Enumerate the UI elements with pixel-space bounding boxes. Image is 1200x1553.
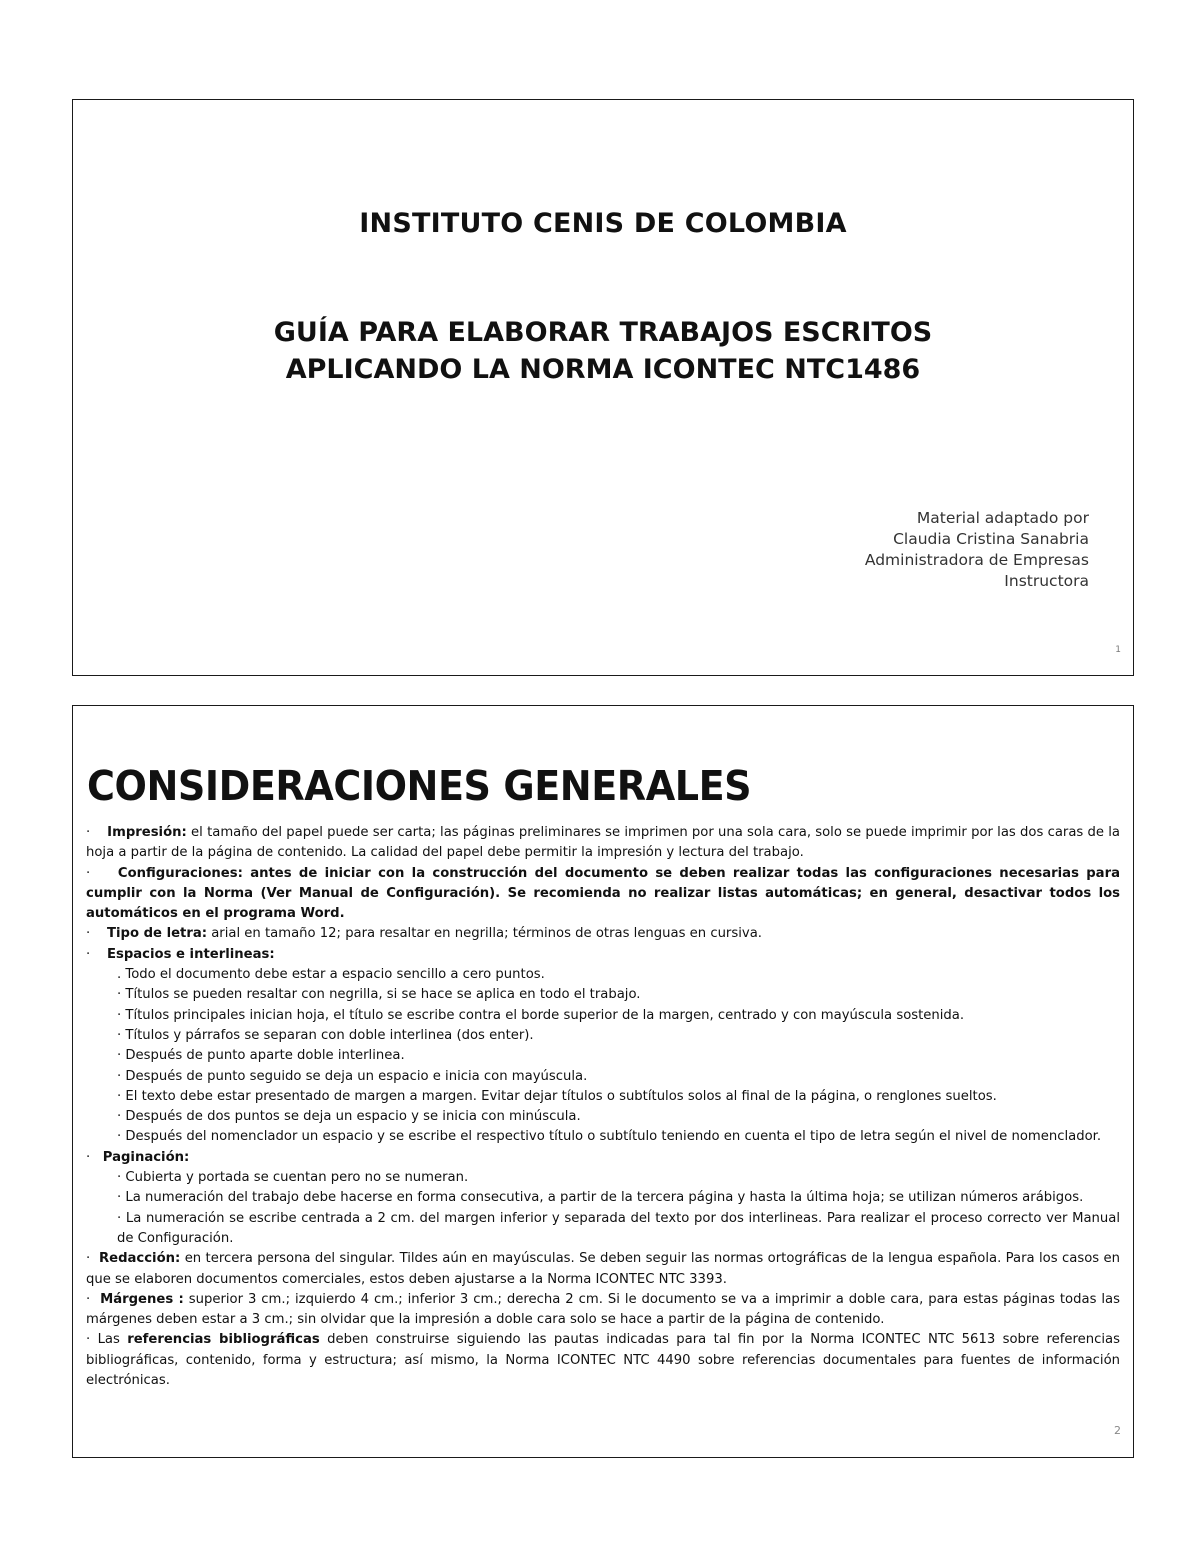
content-slide — [72, 705, 1134, 1458]
item-label: Espacios e interlineas: — [106, 946, 275, 962]
sub-item: · Títulos principales inician hoja, el título se escribe contra el borde superior de la margen, centrado y con mayúscula sostenida. — [117, 1007, 965, 1023]
item-label: Tipo de letra: — [106, 926, 208, 942]
list-item: · Tipo de letra: arial en tamaño 12; para resaltar en negrilla; términos de otras lenguas en cursiva. — [86, 926, 762, 942]
sub-item: · Después de punto aparte doble interlinea. — [117, 1048, 405, 1064]
sub-item: · El texto debe estar presentado de margen a margen. Evitar dejar títulos o subtítulos solos al final de la página, o renglones sueltos. — [117, 1088, 997, 1104]
page-number: 2 — [1114, 1424, 1121, 1437]
list-item: · Configuraciones: antes de iniciar con la construcción del documento se deben realizar todas las configuraciones necesarias para cumplir con la Norma (Ver Manual de Configuración). Se recomienda no realizar listas automáticas; en general, desactivar todos los automáticos en el programa Word. — [86, 865, 1120, 922]
sub-item: · Después del nomenclador un espacio y se escribe el respectivo título o subtítulo teniendo en cuenta el tipo de letra según el nivel de nomenclador. — [117, 1129, 1102, 1145]
guide-title-line-2: APLICANDO LA NORMA ICONTEC NTC1486 — [285, 354, 921, 385]
credit-line: Material adaptado por — [916, 509, 1089, 527]
list-item: · Redacción: en tercera persona del singular. Tildes aún en mayúsculas. Se deben seguir las normas ortográficas de la lengua española. Para los casos en que se elaboren documentos comerciales, estos deben ajustarse a la Norma ICONTEC NTC 3393. — [86, 1251, 1120, 1287]
item-label: Impresión: — [107, 825, 187, 840]
item-label: Paginación: — [102, 1149, 190, 1165]
item-label: Márgenes : — [100, 1291, 184, 1307]
list-item: · Márgenes : superior 3 cm.; izquierdo 4 cm.; inferior 3 cm.; derecha 2 cm. Si le documento se va a imprimir a doble cara, para estas páginas todas las márgenes deben estar a 3 cm.; sin olvidar que la impresión a doble cara solo se hace a partir de la página de contenido. — [86, 1291, 1121, 1328]
credit-line: Administradora de Empresas — [864, 551, 1089, 569]
section-title: CONSIDERACIONES GENERALES — [87, 762, 752, 810]
sub-item: · Después de dos puntos se deja un espacio y se inicia con minúscula. — [117, 1109, 581, 1125]
credit-line: Instructora — [1004, 572, 1089, 590]
sub-item: · La numeración se escribe centrada a 2 cm. del margen inferior y separada del texto por dos interlineas. Para realizar el proceso correcto ver Manual de Configuración. — [117, 1210, 1120, 1246]
item-label: referencias bibliográficas — [127, 1332, 320, 1348]
sub-item: · Cubierta y portada se cuentan pero no se numeran. — [117, 1170, 469, 1186]
sub-item: · Títulos se pueden resaltar con negrilla, si se hace se aplica en todo el trabajo. — [117, 987, 641, 1003]
sub-item: . Todo el documento debe estar a espacio sencillo a cero puntos. — [117, 967, 545, 983]
institute-name: INSTITUTO CENIS DE COLOMBIA — [359, 208, 847, 239]
list-item: · Espacios e interlineas: — [86, 946, 275, 962]
title-slide — [72, 99, 1134, 676]
section-body — [86, 823, 1120, 1391]
item-text: Configuraciones: antes de iniciar con la construcción del documento se deben realizar todas las configuraciones necesarias para cumplir con la Norma (Ver Manual de Configuración). Se recomienda no realizar listas automáticas; en general, desactivar todos los automáticos en el programa Word. — [86, 865, 1120, 922]
author-credits — [865, 508, 1089, 592]
sub-item: · Títulos y párrafos se separan con doble interlinea (dos enter). — [117, 1027, 534, 1043]
credit-line: Claudia Cristina Sanabria — [893, 530, 1089, 548]
sub-item: · La numeración del trabajo debe hacerse en forma consecutiva, a partir de la tercera página y hasta la última hoja; se utilizan números arábigos. — [117, 1190, 1084, 1206]
item-label: Redacción: — [98, 1251, 181, 1267]
guide-title — [73, 314, 1133, 388]
list-item: · Las referencias bibliográficas deben construirse siguiendo las pautas indicadas para tal fin por la Norma ICONTEC NTC 5613 sobre referencias bibliográficas, contenido, forma y estructura; así mismo, la Norma ICONTEC NTC 4490 sobre referencias documentales para fuentes de información electrónicas. — [86, 1332, 1120, 1389]
list-item: · Impresión: el tamaño del papel puede ser carta; las páginas preliminares se imprimen por una sola cara, solo se puede imprimir por las dos caras de la hoja a partir de la página de contenido. La calidad del papel debe permitir la impresión y lectura del trabajo. — [86, 825, 1120, 861]
guide-title-line-1: GUÍA PARA ELABORAR TRABAJOS ESCRITOS — [273, 317, 933, 348]
page-number: 1 — [1115, 645, 1121, 655]
sub-item: · Después de punto seguido se deja un espacio e inicia con mayúscula. — [117, 1068, 588, 1084]
list-item: · Paginación: — [86, 1149, 190, 1165]
